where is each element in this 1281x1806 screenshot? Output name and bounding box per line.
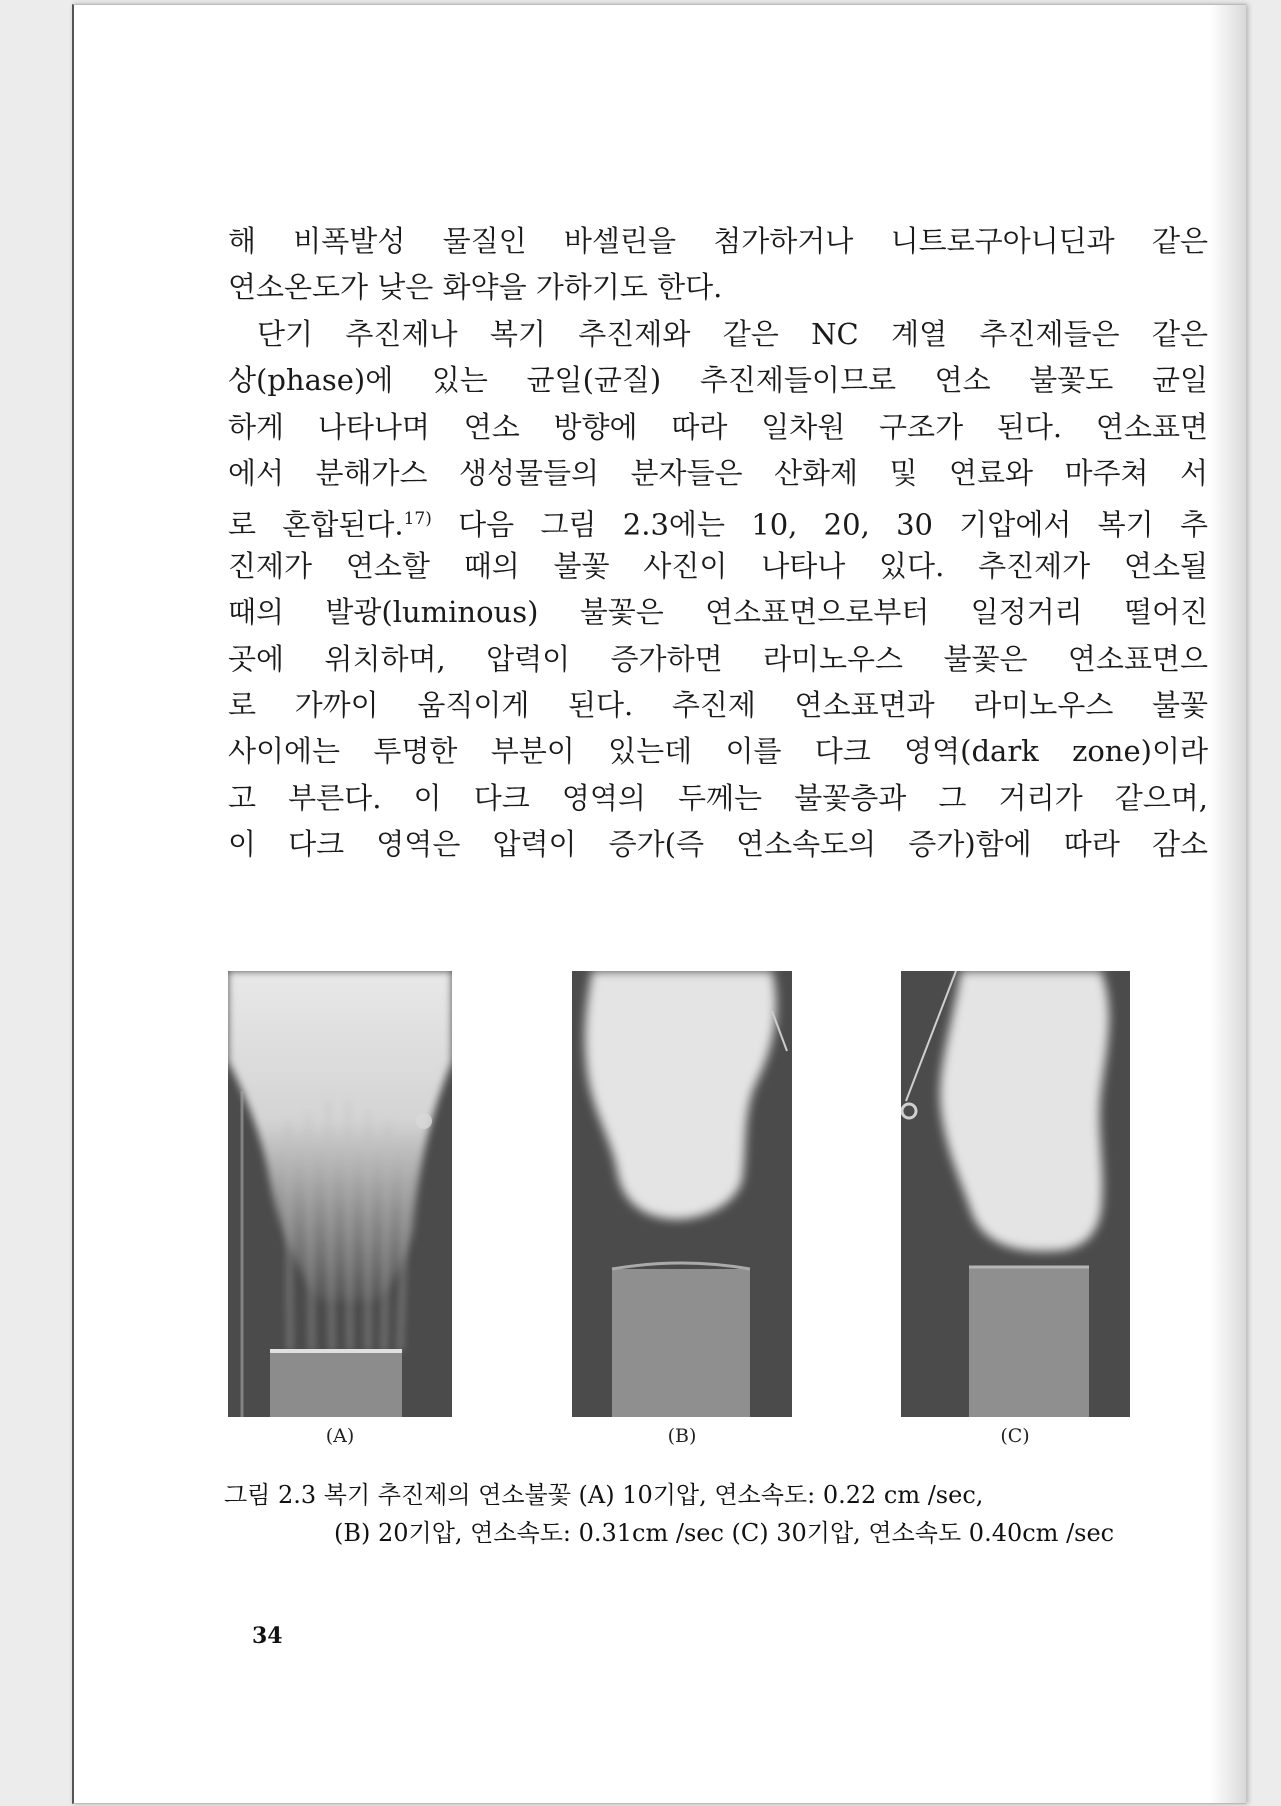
body-line: 로 가까이 움직이게 된다. 추진제 연소표면과 라미노우스 불꽃 xyxy=(228,687,1208,722)
body-line: 상(phase)에 있는 균일(균질) 추진제들이므로 연소 불꽃도 균일 xyxy=(228,363,1208,398)
caption-line-1: 그림 2.3 복기 추진제의 연소불꽃 (A) 10기압, 연소속도: 0.22 cm /sec, xyxy=(224,1481,984,1509)
flame-photo-b xyxy=(572,971,792,1417)
body-line: 고 부른다. 이 다크 영역의 두께는 불꽃층과 그 거리가 같으며, xyxy=(228,780,1208,815)
body-line: 단기 추진제나 복기 추진제와 같은 NC 계열 추진제들은 같은 xyxy=(257,316,1208,351)
figure-label-b: (B) xyxy=(667,1425,697,1447)
page-edge-shadow xyxy=(1210,5,1246,1803)
flame-photo-a xyxy=(228,971,452,1417)
footnote-ref: 17) xyxy=(403,509,432,530)
body-line: 이 다크 영역은 압력이 증가(즉 연소속도의 증가)함에 따라 감소 xyxy=(228,827,1208,862)
figure-caption xyxy=(224,1476,1214,1552)
caption-line-2: (B) 20기압, 연소속도: 0.31cm /sec (C) 30기압, 연소속도 0.40cm /sec xyxy=(334,1519,1115,1547)
body-line: 연소온도가 낮은 화약을 가하기도 한다. xyxy=(228,270,723,305)
body-line: 곳에 위치하며, 압력이 증가하면 라미노우스 불꽃은 연소표면으 xyxy=(228,641,1208,676)
body-line-with-footnote xyxy=(228,496,1208,542)
body-text xyxy=(228,218,1208,867)
body-line: 에서 분해가스 생성물들의 분자들은 산화제 및 연료와 마주쳐 서 xyxy=(228,455,1208,490)
figure-2-3 xyxy=(228,971,1208,1447)
body-line: 사이에는 투명한 부분이 있는데 이를 다크 영역(dark zone)이라 xyxy=(228,734,1208,769)
body-line-part: 로 혼합된다. xyxy=(228,508,404,542)
body-line-part: 다음 그림 2.3에는 10, 20, 30 기압에서 복기 추 xyxy=(431,508,1208,542)
body-line: 때의 발광(luminous) 불꽃은 연소표면으로부터 일정거리 떨어진 xyxy=(228,595,1208,630)
page-number: 34 xyxy=(252,1623,283,1649)
flame-photo-c xyxy=(901,971,1130,1417)
body-line: 해 비폭발성 물질인 바셀린을 첨가하거나 니트로구아니딘과 같은 xyxy=(228,224,1208,258)
book-page xyxy=(72,4,1246,1804)
figure-label-c: (C) xyxy=(1000,1425,1030,1447)
figure-label-a: (A) xyxy=(325,1425,355,1447)
body-line: 진제가 연소할 때의 불꽃 사진이 나타나 있다. 추진제가 연소될 xyxy=(228,548,1208,583)
body-line: 하게 나타나며 연소 방향에 따라 일차원 구조가 된다. 연소표면 xyxy=(228,409,1208,444)
